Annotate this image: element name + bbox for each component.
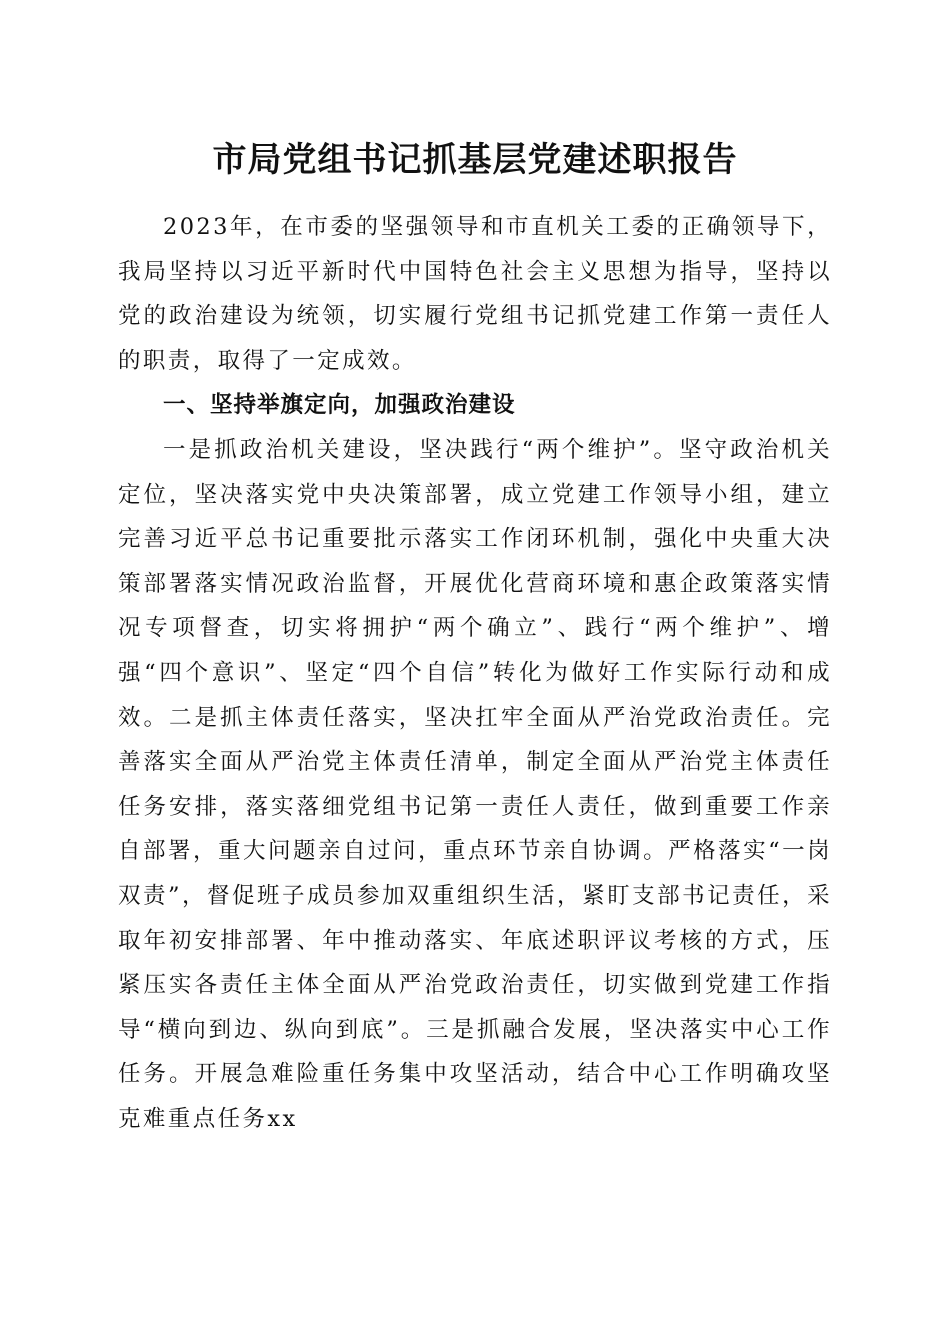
document-title: 市局党组书记抓基层党建述职报告 [212, 140, 738, 180]
document-body [118, 205, 832, 1141]
intro-paragraph: 2023年，在市委的坚强领导和市直机关工委的正确领导下，我局坚持以习近平新时代中国特色社会主义思想为指导，坚持以党的政治建设为统领，切实履行党组书记抓党建工作第一责任人的职责，取得了一定成效。 [118, 214, 832, 374]
section-heading: 一、坚持举旗定向，加强政治建设 [163, 392, 516, 419]
section-paragraph: 一是抓政治机关建设，坚决践行“两个维护”。坚守政治机关定位，坚决落实党中央决策部署，成立党建工作领导小组，建立完善习近平总书记重要批示落实工作闭环机制，强化中央重大决策部署落实情况政治监督，开展优化营商环境和惠企政策落实情况专项督查，切实将拥护“两个确立”、践行“两个维护”、增强“四个意识”、坚定“四个自信”转化为做好工作实际行动和成效。二是抓主体责任落实，坚决扛牢全面从严治党政治责任。完善落实全面从严治党主体责任清单，制定全面从严治党主体责任任务安排，落实落细党组书记第一责任人责任，做到重要工作亲自部署，重大问题亲自过问，重点环节亲自协调。严格落实“一岗双责”，督促班子成员参加双重组织生活，紧盯支部书记责任，采取年初安排部署、年中推动落实、年底述职评议考核的方式，压紧压实各责任主体全面从严治党政治责任，切实做到党建工作指导“横向到边、纵向到底”。三是抓融合发展，坚决落实中心工作任务。开展急难险重任务集中攻坚活动，结合中心工作明确攻坚克难重点任务xx [118, 436, 832, 1132]
